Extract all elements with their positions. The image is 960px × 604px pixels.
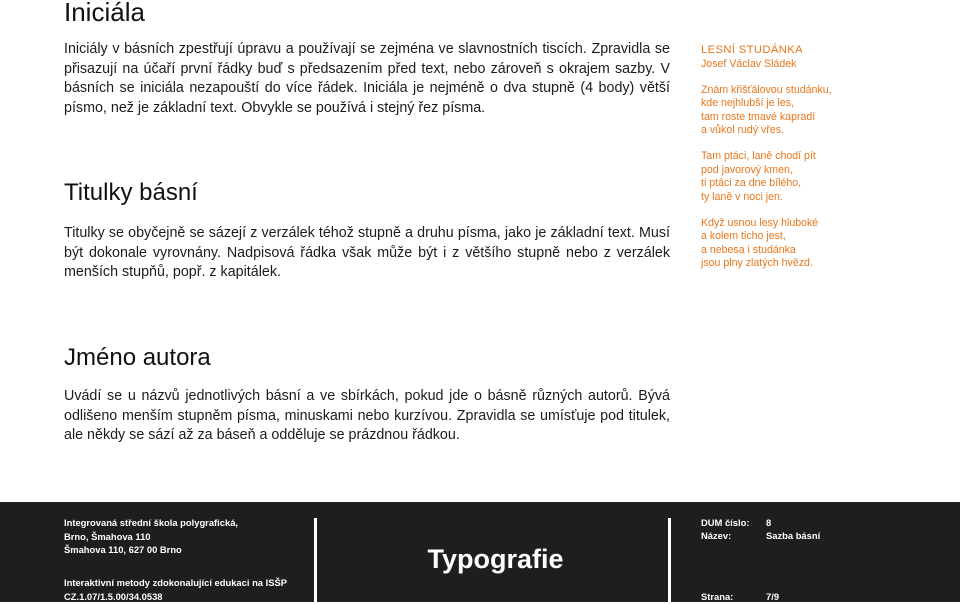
footer-school-line: Integrovaná střední škola polygrafická, — [64, 517, 239, 528]
poem-line: ti ptáci za dne bílého, — [701, 177, 802, 190]
poem-line: Tam ptáci, laně chodí pít — [701, 150, 816, 163]
poem-line: Znám křišťálovou studánku, — [701, 83, 832, 96]
page-title: Iniciála — [64, 0, 145, 27]
footer-page-label: Strana: — [701, 591, 734, 602]
poem-line: jsou plny zlatých hvězd. — [701, 257, 813, 270]
footer-project-info — [64, 576, 287, 603]
section-heading-autor: Jméno autora — [64, 344, 211, 371]
poem-line: a kolem ticho jest, — [701, 230, 786, 243]
poem-stanza — [701, 217, 901, 271]
poem-line: pod javorový kmen, — [701, 163, 793, 176]
footer-project-line: CZ.1.07/1.5.00/34.0538 — [64, 590, 163, 602]
footer-dum-value: 8 — [766, 517, 772, 528]
section-body-autor: Uvádí se u názvů jednotlivých básní a ve sbírkách, pokud jde o básně různých autorů. Bývá odlišeno menším stupněm písma, minuskami nebo kurzívou. Zpravidla se umísťuje pod titulek, ale někdy se sází až za báseň a odděluje se prázdnou řádkou. — [64, 388, 670, 444]
footer-school-line: Brno, Šmahova 110 — [64, 530, 151, 542]
poem-line: Když usnou lesy hluboké — [701, 217, 819, 230]
poem-stanza — [701, 84, 901, 138]
footer-bar — [0, 502, 960, 602]
section-heading-titulky: Titulky básní — [64, 179, 198, 206]
footer-school-line: Šmahova 110, 627 00 Brno — [64, 544, 182, 556]
footer-project-line: Interaktivní metody zdokonalující edukaci na ISŠP — [64, 577, 287, 588]
poem-line: ty laně v noci jen. — [701, 190, 783, 203]
poem-line: kde nejhlubší je les, — [701, 97, 795, 110]
footer-divider-left — [314, 518, 317, 602]
poem-title: LESNÍ STUDÁNKA — [701, 44, 803, 56]
section-body-titulky: Titulky se obyčejně se sázejí z verzálek téhož stupně a druhu písma, jako je základní text. Musí být dokonale vyrovnány. Nadpisová řádka však může být i z většího stupně nebo z verzálek menších stupňů, popř. z kapitálek. — [64, 225, 670, 281]
poem-example — [701, 44, 901, 284]
footer-dum-label: DUM číslo: — [701, 517, 750, 528]
footer-school-info — [64, 516, 238, 557]
poem-stanza — [701, 150, 901, 204]
footer-subject: Typografie — [427, 544, 564, 574]
poem-line: tam roste tmavé kapradí — [701, 110, 816, 123]
footer-divider-right — [668, 518, 671, 602]
poem-line: a vůkol rudý vřes. — [701, 124, 785, 137]
footer-name-label: Název: — [701, 530, 732, 541]
intro-paragraph: Iniciály v básních zpestřují úpravu a používají se zejména ve slavnostních tiscích. Zpravidla se přisazují na účaří první řádky buď s předsazením před text, nebo zároveň s okrajem sazby. V básních se iniciála nezapouští do více řádek. Iniciála je nejméně o dva stupně (4 body) větší písmo, než je základní text. Obvykle se používá i stejný řez písma. — [64, 41, 670, 116]
footer-name-value: Sazba básní — [766, 530, 821, 541]
poem-author: Josef Václav Sládek — [701, 58, 797, 71]
poem-line: a nebesa i studánka — [701, 243, 796, 256]
footer-page-value: 7/9 — [766, 591, 780, 602]
